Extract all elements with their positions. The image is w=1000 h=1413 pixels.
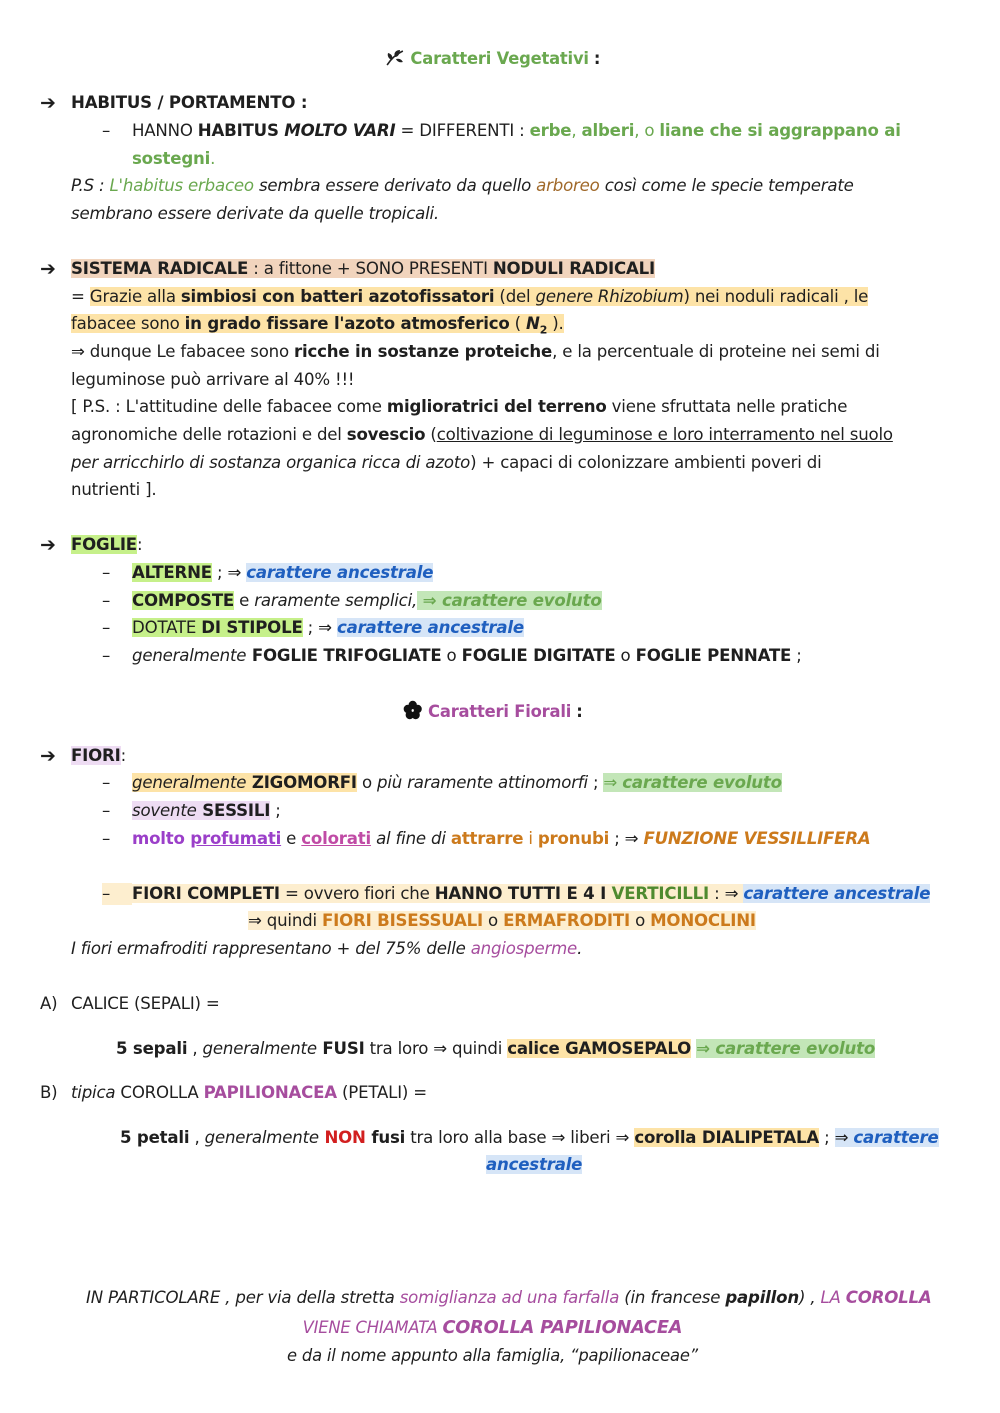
fiori-item-1: generalmente ZIGOMORFI o più raramente attinomorfi ; ⇒ carattere evoluto	[132, 773, 782, 792]
corolla-label: B)	[40, 1083, 58, 1102]
arrow-bullet: ➔	[40, 92, 56, 114]
particolare-line-3: e da il nome appunto alla famiglia, “papilionaceae”	[287, 1346, 698, 1365]
dash-bullet: –	[102, 829, 111, 848]
dash-bullet: –	[102, 883, 132, 905]
dash-bullet: –	[102, 773, 111, 792]
calice-title: CALICE (SEPALI) =	[71, 994, 220, 1013]
fiori-item-4-cont: ⇒ quindi FIORI BISESSUALI o ERMAFRODITI o MONOCLINI	[248, 911, 756, 930]
foglie-item-2: COMPOSTE e raramente semplici, ⇒ carattere evoluto	[132, 591, 602, 610]
dash-bullet: –	[102, 646, 111, 665]
calice-detail: 5 sepali , generalmente FUSI tra loro ⇒ quindi calice GAMOSEPALO ⇒ carattere evoluto	[116, 1039, 876, 1058]
radicale-line-f: agronomiche delle rotazioni e del sovescio (coltivazione di leguminose e loro interramento nel suolo	[71, 425, 893, 444]
radicale-line-h: nutrienti ].	[71, 480, 157, 499]
fiori-item-2: sovente SESSILI ;	[132, 801, 281, 820]
habitus-line-2: sostegni.	[132, 149, 216, 168]
radicale-line-b: fabacee sono in grado fissare l'azoto atmosferico ( $N_2$ ).	[71, 314, 564, 337]
colon: :	[576, 702, 583, 721]
radicale-line-d: leguminose può arrivare al 40% !!!	[71, 370, 355, 389]
radicale-heading: SISTEMA RADICALE : a fittone + SONO PRESENTI NODULI RADICALI	[71, 259, 655, 278]
particolare-line-2: VIENE CHIAMATA COROLLA PAPILIONACEA	[302, 1317, 683, 1338]
dash-bullet: –	[102, 801, 111, 820]
radicale-line-c: ⇒ dunque Le fabacee sono ricche in sostanze proteiche, e la percentuale di proteine nei semi di	[71, 342, 880, 361]
foglie-heading: FOGLIE:	[71, 535, 143, 554]
arrow-bullet: ➔	[40, 534, 56, 556]
fiori-heading: FIORI:	[71, 746, 126, 765]
dash-bullet: –	[102, 591, 111, 610]
corolla-detail: 5 petali , generalmente NON fusi tra loro alla base ⇒ liberi ⇒ corolla DIALIPETALA ; ⇒ carattere	[120, 1128, 939, 1147]
foglie-item-1: ALTERNE ; ⇒ carattere ancestrale	[132, 563, 434, 582]
particolare-line-1: IN PARTICOLARE , per via della stretta somiglianza ad una farfalla (in francese papillon) , LA COROLLA	[86, 1288, 932, 1307]
foglie-item-3: DOTATE DI STIPOLE ; ⇒ carattere ancestrale	[132, 618, 524, 637]
corolla-title: tipica COROLLA PAPILIONACEA (PETALI) =	[71, 1083, 427, 1102]
dash-bullet: –	[102, 563, 111, 582]
habitus-ps-2: sembrano essere derivate da quelle tropicali.	[71, 204, 440, 223]
leaf-icon	[385, 49, 405, 67]
section-title-fiorali	[0, 700, 985, 723]
section-title-vegetativi	[0, 48, 985, 70]
flower-icon	[402, 700, 422, 720]
habitus-ps-1: P.S : L'habitus erbaceo sembra essere derivato da quello arboreo così come le specie temperate	[71, 176, 854, 195]
habitus-heading: HABITUS / PORTAMENTO :	[71, 93, 308, 112]
radicale-line-g: per arricchirlo di sostanza organica ricca di azoto) + capaci di colonizzare ambienti poveri di	[71, 453, 822, 472]
colon: :	[593, 49, 601, 68]
dash-bullet: –	[102, 618, 111, 637]
dash-bullet: –	[102, 121, 111, 140]
habitus-line-1: HANNO HABITUS MOLTO VARI = DIFFERENTI : erbe, alberi, o liane che si aggrappano ai	[132, 121, 901, 140]
section-title-text: Caratteri Fiorali	[428, 702, 572, 721]
fiori-item-3: molto profumati e colorati al fine di attrarre i pronubi ; ⇒ FUNZIONE VESSILLIFERA	[132, 829, 871, 848]
corolla-detail-cont: ancestrale	[486, 1155, 583, 1174]
radicale-line-e: [ P.S. : L'attitudine delle fabacee come miglioratrici del terreno viene sfruttata nelle pratiche	[71, 397, 848, 416]
radicale-line-a: = Grazie alla simbiosi con batteri azotofissatori (del genere Rhizobium) nei noduli radicali , le	[71, 287, 869, 306]
section-title-text: Caratteri Vegetativi	[410, 49, 589, 68]
fiori-note: I fiori ermafroditi rappresentano + del 75% delle angiosperme.	[71, 939, 583, 958]
arrow-bullet: ➔	[40, 745, 56, 767]
calice-label: A)	[40, 994, 58, 1013]
arrow-bullet: ➔	[40, 258, 56, 280]
fiori-item-4: FIORI COMPLETI = ovvero fiori che HANNO TUTTI E 4 I VERTICILLI : ⇒ carattere ancestrale	[132, 884, 931, 903]
foglie-item-4: generalmente FOGLIE TRIFOGLIATE o FOGLIE DIGITATE o FOGLIE PENNATE ;	[132, 646, 802, 665]
